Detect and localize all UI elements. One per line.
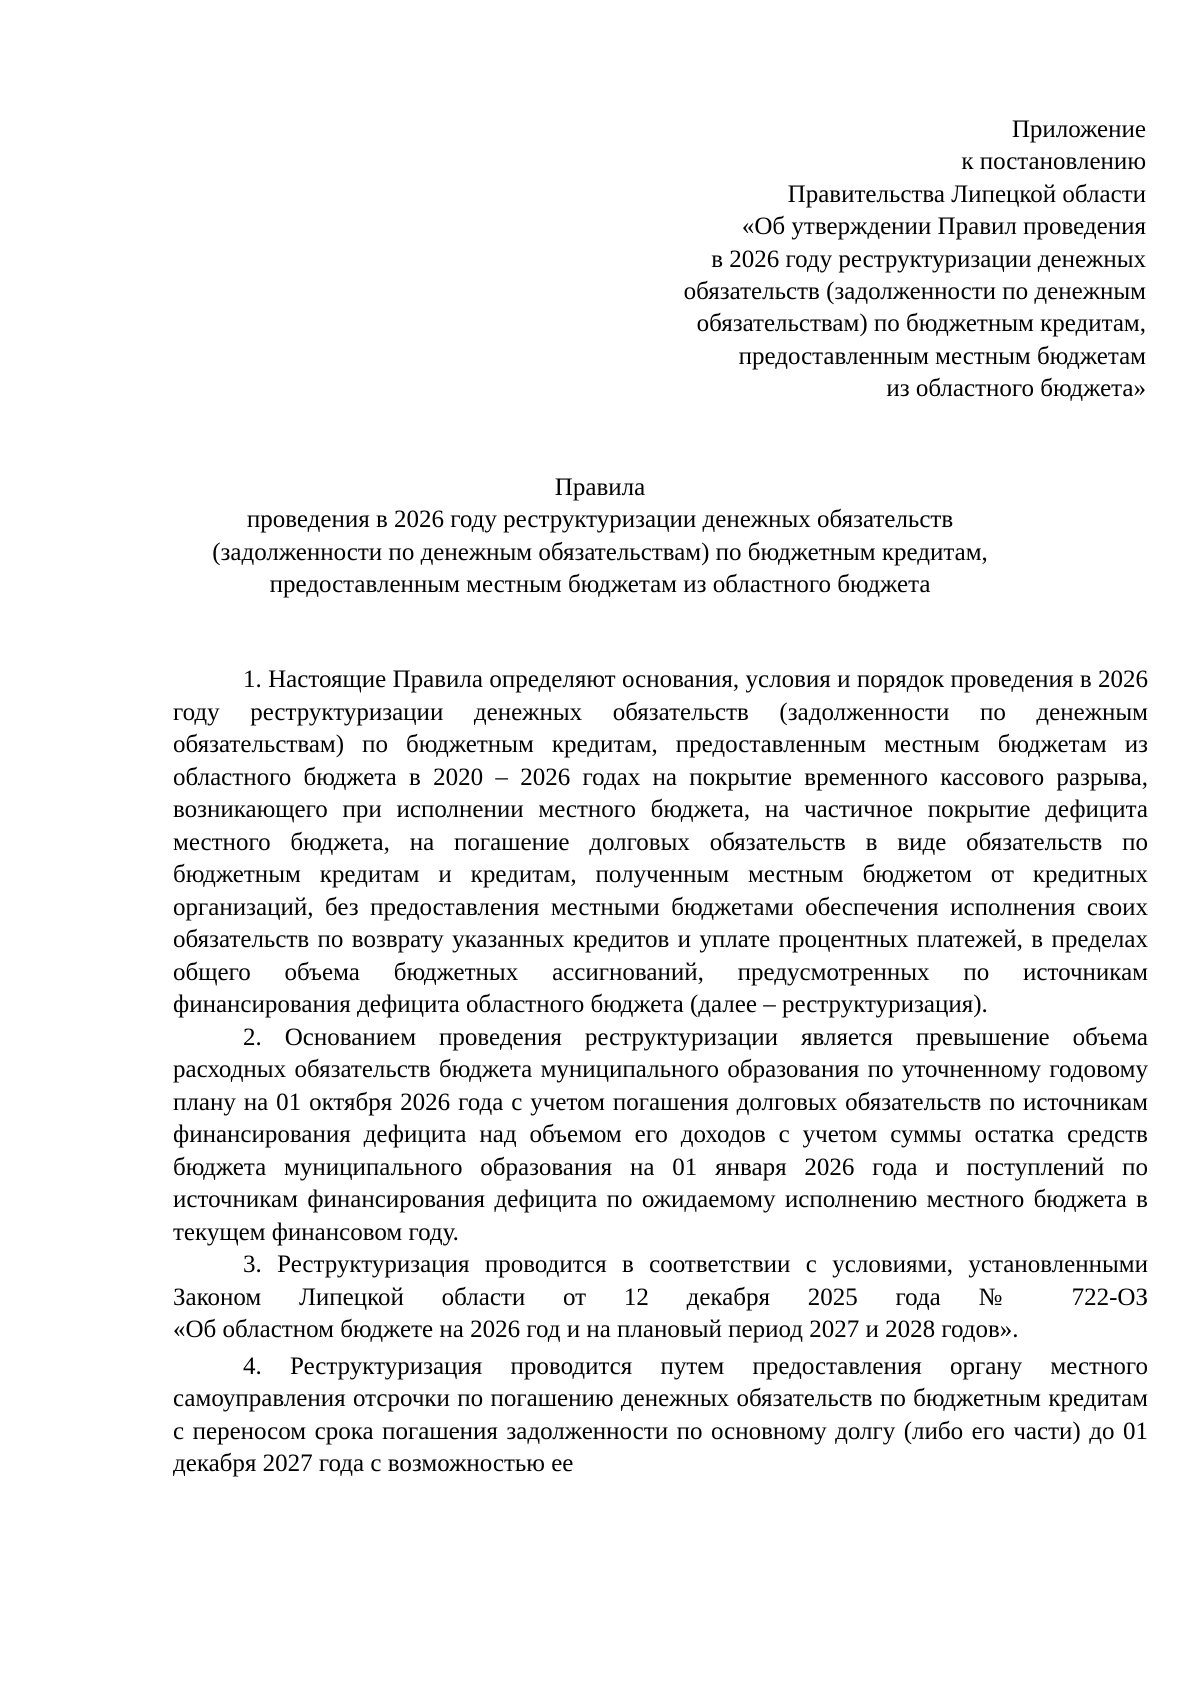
paragraph-4 xyxy=(173,1351,1148,1481)
paragraph-text: 3. Реструктуризация проводится в соответствии с условиями, установленными Законом Липецкой области от 12 декабря 2025 года № 722-ОЗ xyxy=(173,1251,1148,1311)
paragraph-3 xyxy=(173,1249,1148,1347)
paragraph-last-line: текущем финансовом году. xyxy=(173,1218,459,1246)
document-body xyxy=(173,664,1148,1481)
paragraph-text: 1. Настоящие Правила определяют основания, условия и порядок проведения в 2026 году реструктуризации денежных обязательств (задолженности по денежным обязательствам) по бюджетным кредитам, предоставленным местным бюджетам из областного бюджета в 2020 – 2026 годах на покрытие временного кассового разрыва, возникающего при исполнении местного бюджета, на частичное покрытие дефицита местного бюджета, на погашение долговых обязательств в виде обязательств по бюджетным кредитам и кредитам, полученным местным бюджетом от кредитных организаций, без предоставления местными бюджетами обеспечения исполнения своих обязательств по возврату указанных кредитов и уплате процентных платежей, в пределах общего объема бюджетных ассигнований, предусмотренных по источникам финансирования дефицита xyxy=(173,666,1148,1018)
title-line: (задолженности по денежным обязательствам) по бюджетным кредитам, xyxy=(212,538,988,566)
paragraph-2 xyxy=(173,1022,1148,1250)
appendix-line: «Об утверждении Правил проведения xyxy=(741,213,1146,241)
paragraph-last-line: «Об областном бюджете на 2026 год и на плановый период 2027 и 2028 годов». xyxy=(173,1316,1019,1343)
appendix-line: к постановлению xyxy=(961,148,1146,176)
appendix-line: из областного бюджета» xyxy=(886,375,1146,403)
appendix-header xyxy=(586,114,1146,406)
appendix-line: Правительства Липецкой области xyxy=(787,180,1146,208)
paragraph-1 xyxy=(173,664,1148,1022)
title-line: проведения в 2026 году реструктуризации денежных обязательств xyxy=(246,506,954,534)
title-heading: Правила xyxy=(554,474,646,501)
document-title xyxy=(100,472,1100,602)
paragraph-last-line: областного бюджета (далее – реструктуризация). xyxy=(466,991,988,1018)
appendix-line: Приложение xyxy=(1011,116,1146,143)
appendix-line: предоставленным местным бюджетам xyxy=(738,342,1146,370)
appendix-line: обязательствам) по бюджетным кредитам, xyxy=(696,310,1146,338)
paragraph-text: 4. Реструктуризация проводится путем предоставления органу местного самоуправления отсрочки по погашению денежных обязательств по бюджетным кредитам с переносом срока погашения задолженности по основному долгу (либо его части) до 01 декабря 2027 года с возможностью ее xyxy=(173,1352,1148,1477)
title-line: предоставленным местным бюджетам из областного бюджета xyxy=(269,571,931,599)
appendix-line: в 2026 году реструктуризации денежных xyxy=(711,245,1146,273)
paragraph-text: 2. Основанием проведения реструктуризации является превышение объема расходных обязательств бюджета муниципального образования по уточненному годовому плану на 01 октября 2026 года с учетом погашения долговых обязательств по источникам финансирования дефицита над объемом его доходов с учетом суммы остатка средств бюджета муниципального образования на 01 января 2026 года и поступлений по источникам финансирования дефицита по ожидаемому исполнению местного бюджета в xyxy=(173,1023,1148,1213)
appendix-line: обязательств (задолженности по денежным xyxy=(683,278,1146,306)
